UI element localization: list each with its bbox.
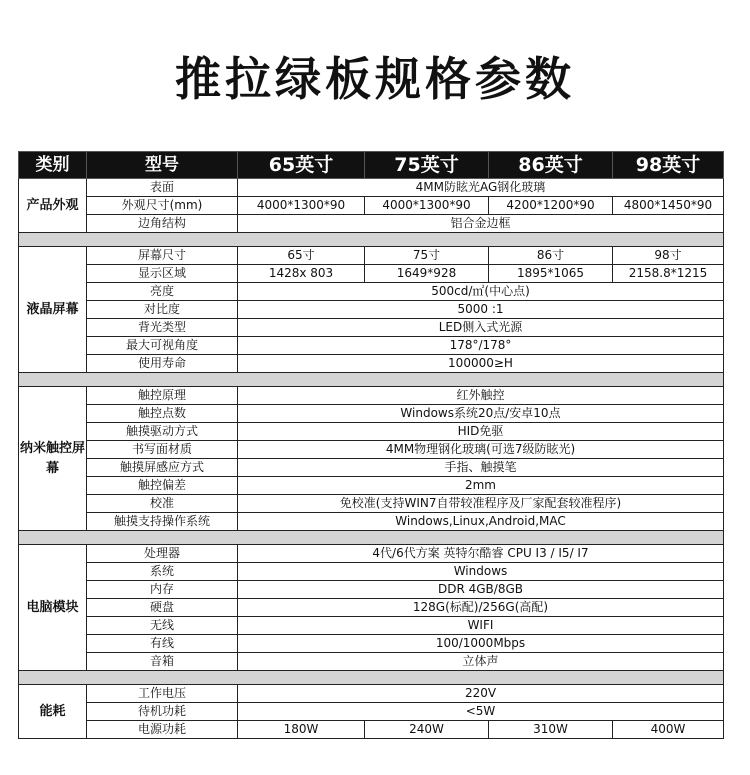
separator-cell <box>19 531 724 545</box>
table-row <box>19 563 724 581</box>
spec-label: 硬盘 <box>87 599 238 617</box>
spec-value: 免校准(支持WIN7自带较准程序及厂家配套较准程序) <box>238 495 724 513</box>
table-row <box>19 355 724 373</box>
section-separator <box>19 233 724 247</box>
spec-value: 2mm <box>238 477 724 495</box>
spec-value: 100000≥H <box>238 355 724 373</box>
table-row <box>19 495 724 513</box>
separator-cell <box>19 671 724 685</box>
spec-value: 4MM物理钢化玻璃(可选7级防眩光) <box>238 441 724 459</box>
category-cell: 纳米触控屏幕 <box>19 387 87 531</box>
spec-value: 240W <box>365 721 489 739</box>
spec-value: 4MM防眩光AG钢化玻璃 <box>238 179 724 197</box>
spec-value: 86寸 <box>489 247 613 265</box>
spec-label: 有线 <box>87 635 238 653</box>
spec-label: 亮度 <box>87 283 238 301</box>
spec-value: 5000 :1 <box>238 301 724 319</box>
spec-value: Windows系统20点/安卓10点 <box>238 405 724 423</box>
header-size-65: 65英寸 <box>238 152 365 179</box>
header-model: 型号 <box>87 152 238 179</box>
spec-label: 待机功耗 <box>87 703 238 721</box>
spec-value: 立体声 <box>238 653 724 671</box>
category-cell: 能耗 <box>19 685 87 739</box>
spec-value: <5W <box>238 703 724 721</box>
spec-value: 100/1000Mbps <box>238 635 724 653</box>
spec-label: 使用寿命 <box>87 355 238 373</box>
table-row <box>19 441 724 459</box>
spec-label: 触控原理 <box>87 387 238 405</box>
spec-label: 书写面材质 <box>87 441 238 459</box>
spec-label: 系统 <box>87 563 238 581</box>
table-row <box>19 301 724 319</box>
spec-label: 内存 <box>87 581 238 599</box>
spec-label: 音箱 <box>87 653 238 671</box>
table-row <box>19 215 724 233</box>
table-row <box>19 477 724 495</box>
spec-value: LED侧入式光源 <box>238 319 724 337</box>
spec-value: WIFI <box>238 617 724 635</box>
spec-value: 红外触控 <box>238 387 724 405</box>
table-row <box>19 283 724 301</box>
table-row <box>19 545 724 563</box>
table-row <box>19 721 724 739</box>
table-row <box>19 599 724 617</box>
header-size-75: 75英寸 <box>365 152 489 179</box>
category-cell: 电脑模块 <box>19 545 87 671</box>
spec-label: 外观尺寸(mm) <box>87 197 238 215</box>
spec-label: 对比度 <box>87 301 238 319</box>
table-row <box>19 265 724 283</box>
spec-label: 无线 <box>87 617 238 635</box>
spec-label: 最大可视角度 <box>87 337 238 355</box>
spec-label: 触摸屏感应方式 <box>87 459 238 477</box>
spec-label: 处理器 <box>87 545 238 563</box>
spec-value: 128G(标配)/256G(高配) <box>238 599 724 617</box>
spec-value: Windows <box>238 563 724 581</box>
spec-label: 边角结构 <box>87 215 238 233</box>
spec-value: 98寸 <box>613 247 724 265</box>
spec-value: 4000*1300*90 <box>365 197 489 215</box>
spec-label: 触控偏差 <box>87 477 238 495</box>
table-row <box>19 617 724 635</box>
spec-value: 铝合金边框 <box>238 215 724 233</box>
table-row <box>19 513 724 531</box>
section-separator <box>19 671 724 685</box>
table-row <box>19 581 724 599</box>
table-row <box>19 635 724 653</box>
table-row <box>19 653 724 671</box>
spec-value: 4200*1200*90 <box>489 197 613 215</box>
spec-label: 背光类型 <box>87 319 238 337</box>
spec-body <box>19 179 724 739</box>
spec-label: 触摸驱动方式 <box>87 423 238 441</box>
table-row <box>19 247 724 265</box>
spec-value: 75寸 <box>365 247 489 265</box>
category-cell: 产品外观 <box>19 179 87 233</box>
separator-cell <box>19 373 724 387</box>
spec-value: 1895*1065 <box>489 265 613 283</box>
spec-value: 310W <box>489 721 613 739</box>
table-row <box>19 459 724 477</box>
spec-table <box>18 151 724 739</box>
spec-label: 触摸支持操作系统 <box>87 513 238 531</box>
spec-value: 1649*928 <box>365 265 489 283</box>
spec-label: 校准 <box>87 495 238 513</box>
spec-label: 触控点数 <box>87 405 238 423</box>
spec-value: 4000*1300*90 <box>238 197 365 215</box>
spec-value: HID免驱 <box>238 423 724 441</box>
table-row <box>19 703 724 721</box>
spec-value: 400W <box>613 721 724 739</box>
table-row <box>19 387 724 405</box>
table-row <box>19 423 724 441</box>
spec-value: 500cd/㎡(中心点) <box>238 283 724 301</box>
spec-value: 手指、触摸笔 <box>238 459 724 477</box>
table-row <box>19 337 724 355</box>
section-separator <box>19 531 724 545</box>
header-size-86: 86英寸 <box>489 152 613 179</box>
spec-value: 2158.8*1215 <box>613 265 724 283</box>
section-separator <box>19 373 724 387</box>
spec-value: 1428x 803 <box>238 265 365 283</box>
page-title: 推拉绿板规格参数 <box>175 52 575 106</box>
header-size-98: 98英寸 <box>613 152 724 179</box>
spec-label: 工作电压 <box>87 685 238 703</box>
spec-value: 178°/178° <box>238 337 724 355</box>
category-cell: 液晶屏幕 <box>19 247 87 373</box>
spec-value: 4800*1450*90 <box>613 197 724 215</box>
table-row <box>19 197 724 215</box>
spec-value: 65寸 <box>238 247 365 265</box>
table-row <box>19 179 724 197</box>
table-row <box>19 405 724 423</box>
separator-cell <box>19 233 724 247</box>
spec-value: 180W <box>238 721 365 739</box>
spec-label: 屏幕尺寸 <box>87 247 238 265</box>
header-category: 类别 <box>19 152 87 179</box>
spec-value: DDR 4GB/8GB <box>238 581 724 599</box>
spec-value: 4代/6代方案 英特尔酷睿 CPU I3 / I5/ I7 <box>238 545 724 563</box>
table-header-row <box>19 152 724 179</box>
spec-label: 电源功耗 <box>87 721 238 739</box>
spec-value: 220V <box>238 685 724 703</box>
table-row <box>19 685 724 703</box>
spec-value: Windows,Linux,Android,MAC <box>238 513 724 531</box>
spec-label: 表面 <box>87 179 238 197</box>
table-row <box>19 319 724 337</box>
spec-label: 显示区域 <box>87 265 238 283</box>
